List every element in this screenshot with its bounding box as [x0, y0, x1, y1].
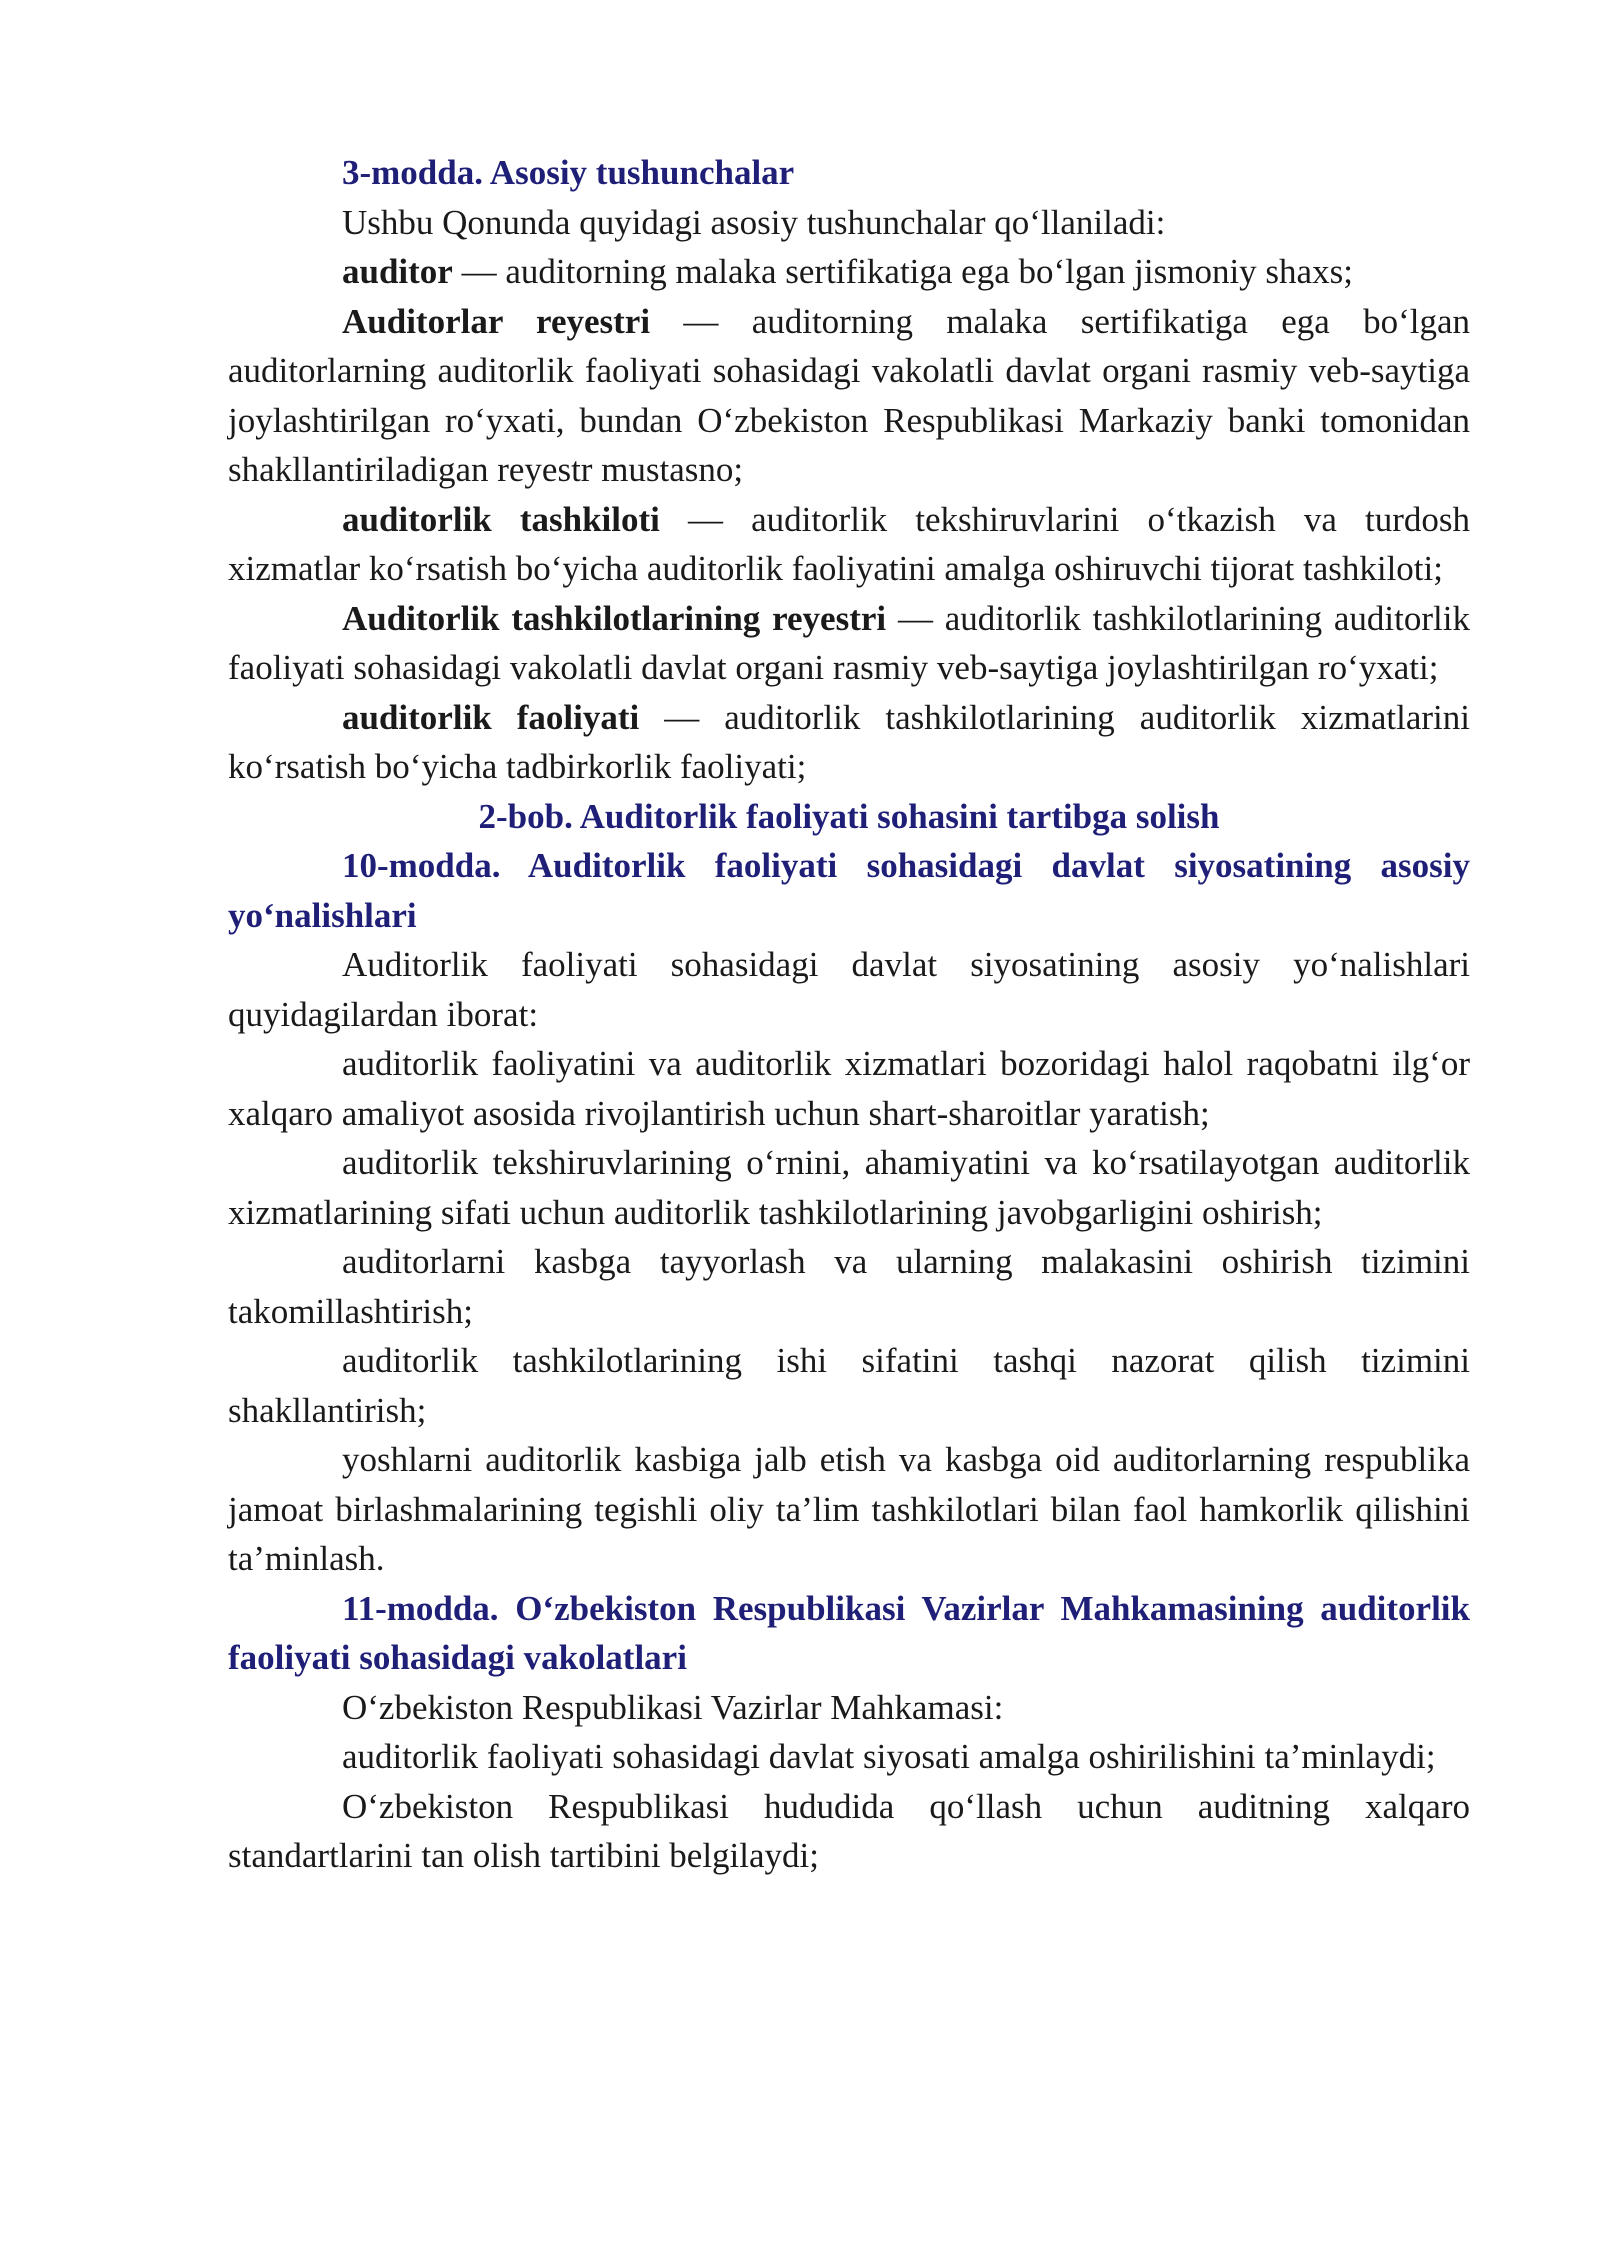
definition-auditorlik-faoliyati — [228, 693, 1470, 792]
chapter-2-title: 2-bob. Auditorlik faoliyati sohasini tartibga solish — [478, 796, 1220, 836]
definition-text: — auditorlik tashkilotlarining auditorlik faoliyati sohasidagi vakolatli davlat organi rasmiy veb-saytiga joylashtirilgan ro‘yxati; — [228, 598, 1470, 687]
definition-text: — auditorning malaka sertifikatiga ega bo‘lgan auditorlarning auditorlik faoliyati sohasidagi vakolatli davlat organi rasmiy veb-saytiga joylashtirilgan ro‘yxati, bundan O‘zbekiston Respublikasi Markaziy banki tomonidan shakllantiriladigan reyestr mustasno; — [228, 301, 1470, 489]
article-10-paragraph: auditorlik faoliyatini va auditorlik xizmatlari bozoridagi halol raqobatni ilg‘or xalqaro amaliyot asosida rivojlantirish uchun shart-sharoitlar yaratish; — [228, 1044, 1470, 1133]
article-10-paragraph: auditorlik tashkilotlarining ishi sifatini tashqi nazorat qilish tizimini shakllantirish; — [228, 1341, 1470, 1430]
definition-auditor — [228, 247, 1470, 297]
article-3-title: 3-modda. Asosiy tushunchalar — [342, 153, 795, 192]
article-10-paragraph: Auditorlik faoliyati sohasidagi davlat siyosatining asosiy yo‘nalishlari quyidagilardan iborat: — [228, 945, 1470, 1034]
article-11-paragraph: O‘zbekiston Respublikasi hududida qo‘llash uchun auditning xalqaro standartlarini tan olish tartibini belgilaydi; — [228, 1786, 1470, 1875]
definition-text: — auditorlik tashkilotlarining auditorlik xizmatlarini ko‘rsatish bo‘yicha tadbirkorlik faoliyati; — [228, 697, 1470, 786]
article-11-title: 11-modda. O‘zbekiston Respublikasi Vazirlar Mahkamasining auditorlik faoliyati sohasidagi vakolatlari — [228, 1588, 1470, 1677]
definition-text: — auditorning malaka sertifikatiga ega bo‘lgan jismoniy shaxs; — [452, 252, 1353, 291]
definition-auditorlar-reyestri — [228, 297, 1470, 495]
article-11-paragraph: auditorlik faoliyati sohasidagi davlat siyosati amalga oshirilishini ta’minlaydi; — [342, 1737, 1436, 1776]
article-10-paragraph: auditorlik tekshiruvlarining o‘rnini, ahamiyatini va ko‘rsatilayotgan auditorlik xizmatlarining sifati uchun auditorlik tashkilotlarining javobgarligini oshirish; — [228, 1143, 1470, 1232]
document-page — [228, 148, 1470, 1881]
definition-auditorlik-tashkiloti — [228, 495, 1470, 594]
definition-term: auditorlik tashkiloti — [342, 499, 660, 539]
article-10-title: 10-modda. Auditorlik faoliyati sohasidagi davlat siyosatining asosiy yo‘nalishlari — [228, 846, 1470, 935]
definition-term: Auditorlik tashkilotlarining reyestri — [342, 598, 887, 638]
definition-text: — auditorlik tekshiruvlarini o‘tkazish va turdosh xizmatlar ko‘rsatish bo‘yicha auditorlik faoliyatini amalga oshiruvchi tijorat tashkiloti; — [228, 499, 1470, 588]
article-11-paragraph: O‘zbekiston Respublikasi Vazirlar Mahkamasi: — [342, 1687, 1004, 1727]
definition-tashkilotlar-reyestri — [228, 594, 1470, 693]
definition-term: auditor — [342, 252, 453, 291]
definition-term: Auditorlar reyestri — [342, 301, 651, 341]
definition-term: auditorlik faoliyati — [342, 697, 640, 737]
article-10-paragraph: auditorlarni kasbga tayyorlash va ularning malakasini oshirish tizimini takomillashtirish; — [228, 1242, 1470, 1331]
article-10-paragraph: yoshlarni auditorlik kasbiga jalb etish va kasbga oid auditorlarning respublika jamoat birlashmalarining tegishli oliy ta’lim tashkilotlari bilan faol hamkorlik qilishini ta’minlash. — [228, 1440, 1470, 1578]
article-3-intro: Ushbu Qonunda quyidagi asosiy tushunchalar qo‘llaniladi: — [342, 202, 1166, 242]
